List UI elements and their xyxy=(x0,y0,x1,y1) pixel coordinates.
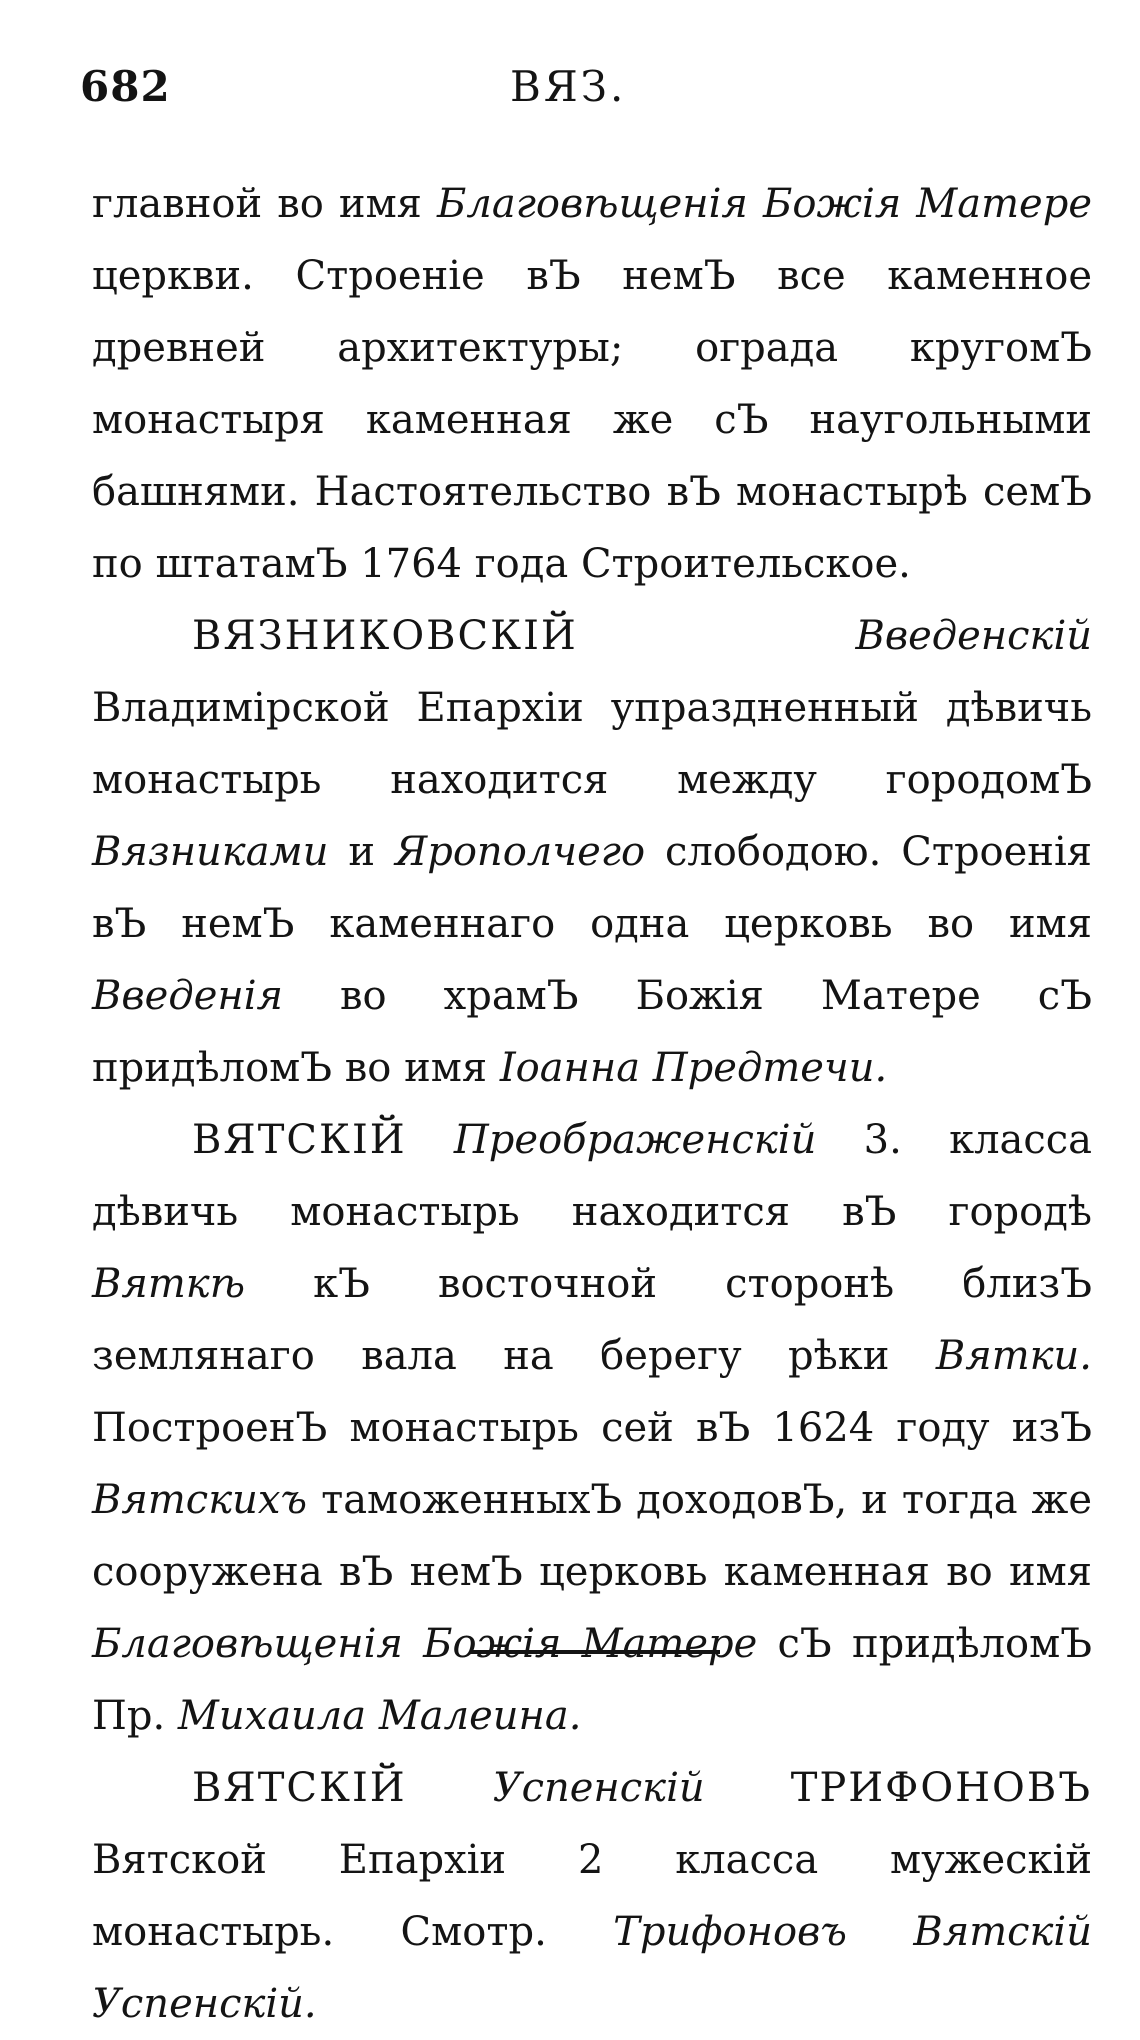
italic-span: Трифоновъ Вятскій Успенскій. xyxy=(92,1909,1092,2027)
text-span: таможенныхЪ доходовЪ, и тогда же сооружена вЪ немЪ церковь каменная во имя xyxy=(92,1477,1092,1595)
italic-span: Михаила Малеина. xyxy=(177,1693,582,1739)
italic-span: Ярополчего xyxy=(394,829,646,875)
italic-span: Введенія xyxy=(92,973,283,1019)
entry-heading: ВЯЗНИКОВСКІЙ xyxy=(192,613,578,659)
page-number: 682 xyxy=(80,62,171,111)
italic-span: Вяткѣ xyxy=(92,1261,245,1307)
entry-heading: ТРИФОНОВЪ xyxy=(790,1765,1093,1811)
text-span: во храмЪ Божія Матере сЪ придѣломЪ во имя xyxy=(92,973,1092,1091)
italic-span: Вятки. xyxy=(935,1333,1092,1379)
running-head: ВЯЗ. xyxy=(510,62,627,111)
body-text xyxy=(92,168,1092,2040)
text-span: 3. класса дѣвичь монастырь находится вЪ городѣ xyxy=(92,1117,1092,1235)
text-span: кЪ восточной сторонѣ близЪ землянаго вала на берегу рѣки xyxy=(92,1261,1092,1379)
text-span: ПостроенЪ монастырь сей вЪ 1624 году изЪ xyxy=(92,1405,1092,1451)
italic-span: Благовѣщенія Божія Матере xyxy=(92,1621,758,1667)
text-span: сЪ придѣломЪ Пр. xyxy=(92,1621,1092,1739)
text-span xyxy=(705,1765,791,1811)
italic-span: Преображенскій xyxy=(453,1117,817,1163)
text-span xyxy=(407,1117,454,1163)
italic-span: Благовѣщенія Божія Матере xyxy=(437,181,1092,227)
entry-vyatsky-preobrazhensky xyxy=(92,1104,1092,1752)
text-span: и xyxy=(328,829,395,875)
entry-heading: ВЯТСКІЙ xyxy=(192,1765,407,1811)
italic-span: Введенскій xyxy=(855,613,1092,659)
entry-vyatsky-uspensky xyxy=(92,1752,1092,2040)
italic-span: Успенскій xyxy=(492,1765,705,1811)
end-rule xyxy=(470,1650,720,1654)
text-span: слободою. Строенія вЪ немЪ каменнаго одна церковь во имя xyxy=(92,829,1092,947)
page-header xyxy=(80,62,1090,122)
entry-heading: ВЯТСКІЙ xyxy=(192,1117,407,1163)
text-span xyxy=(578,613,856,659)
text-span: Владимірской Епархіи упраздненный дѣвичь монастырь находится между городомЪ xyxy=(92,685,1092,803)
text-span: церкви. Строеніе вЪ немЪ все каменное древней архитектуры; ограда кругомЪ монастыря каменная же сЪ наугольными башнями. Настоятельство вЪ монастырѣ семЪ по штатамЪ 1764 года Строительское. xyxy=(92,253,1092,587)
text-span: Вятской Епархіи 2 класса мужескій монастырь. Смотр. xyxy=(92,1837,1092,1955)
italic-span: Іоанна Предтечи. xyxy=(499,1045,888,1091)
text-span: главной во имя xyxy=(92,181,437,227)
italic-span: Вязниками xyxy=(92,829,329,875)
italic-span: Вятскихъ xyxy=(92,1477,308,1523)
text-span xyxy=(407,1765,493,1811)
paragraph-blagoveshchenie-continuation xyxy=(92,168,1092,600)
entry-vyaznikovsky xyxy=(92,600,1092,1104)
